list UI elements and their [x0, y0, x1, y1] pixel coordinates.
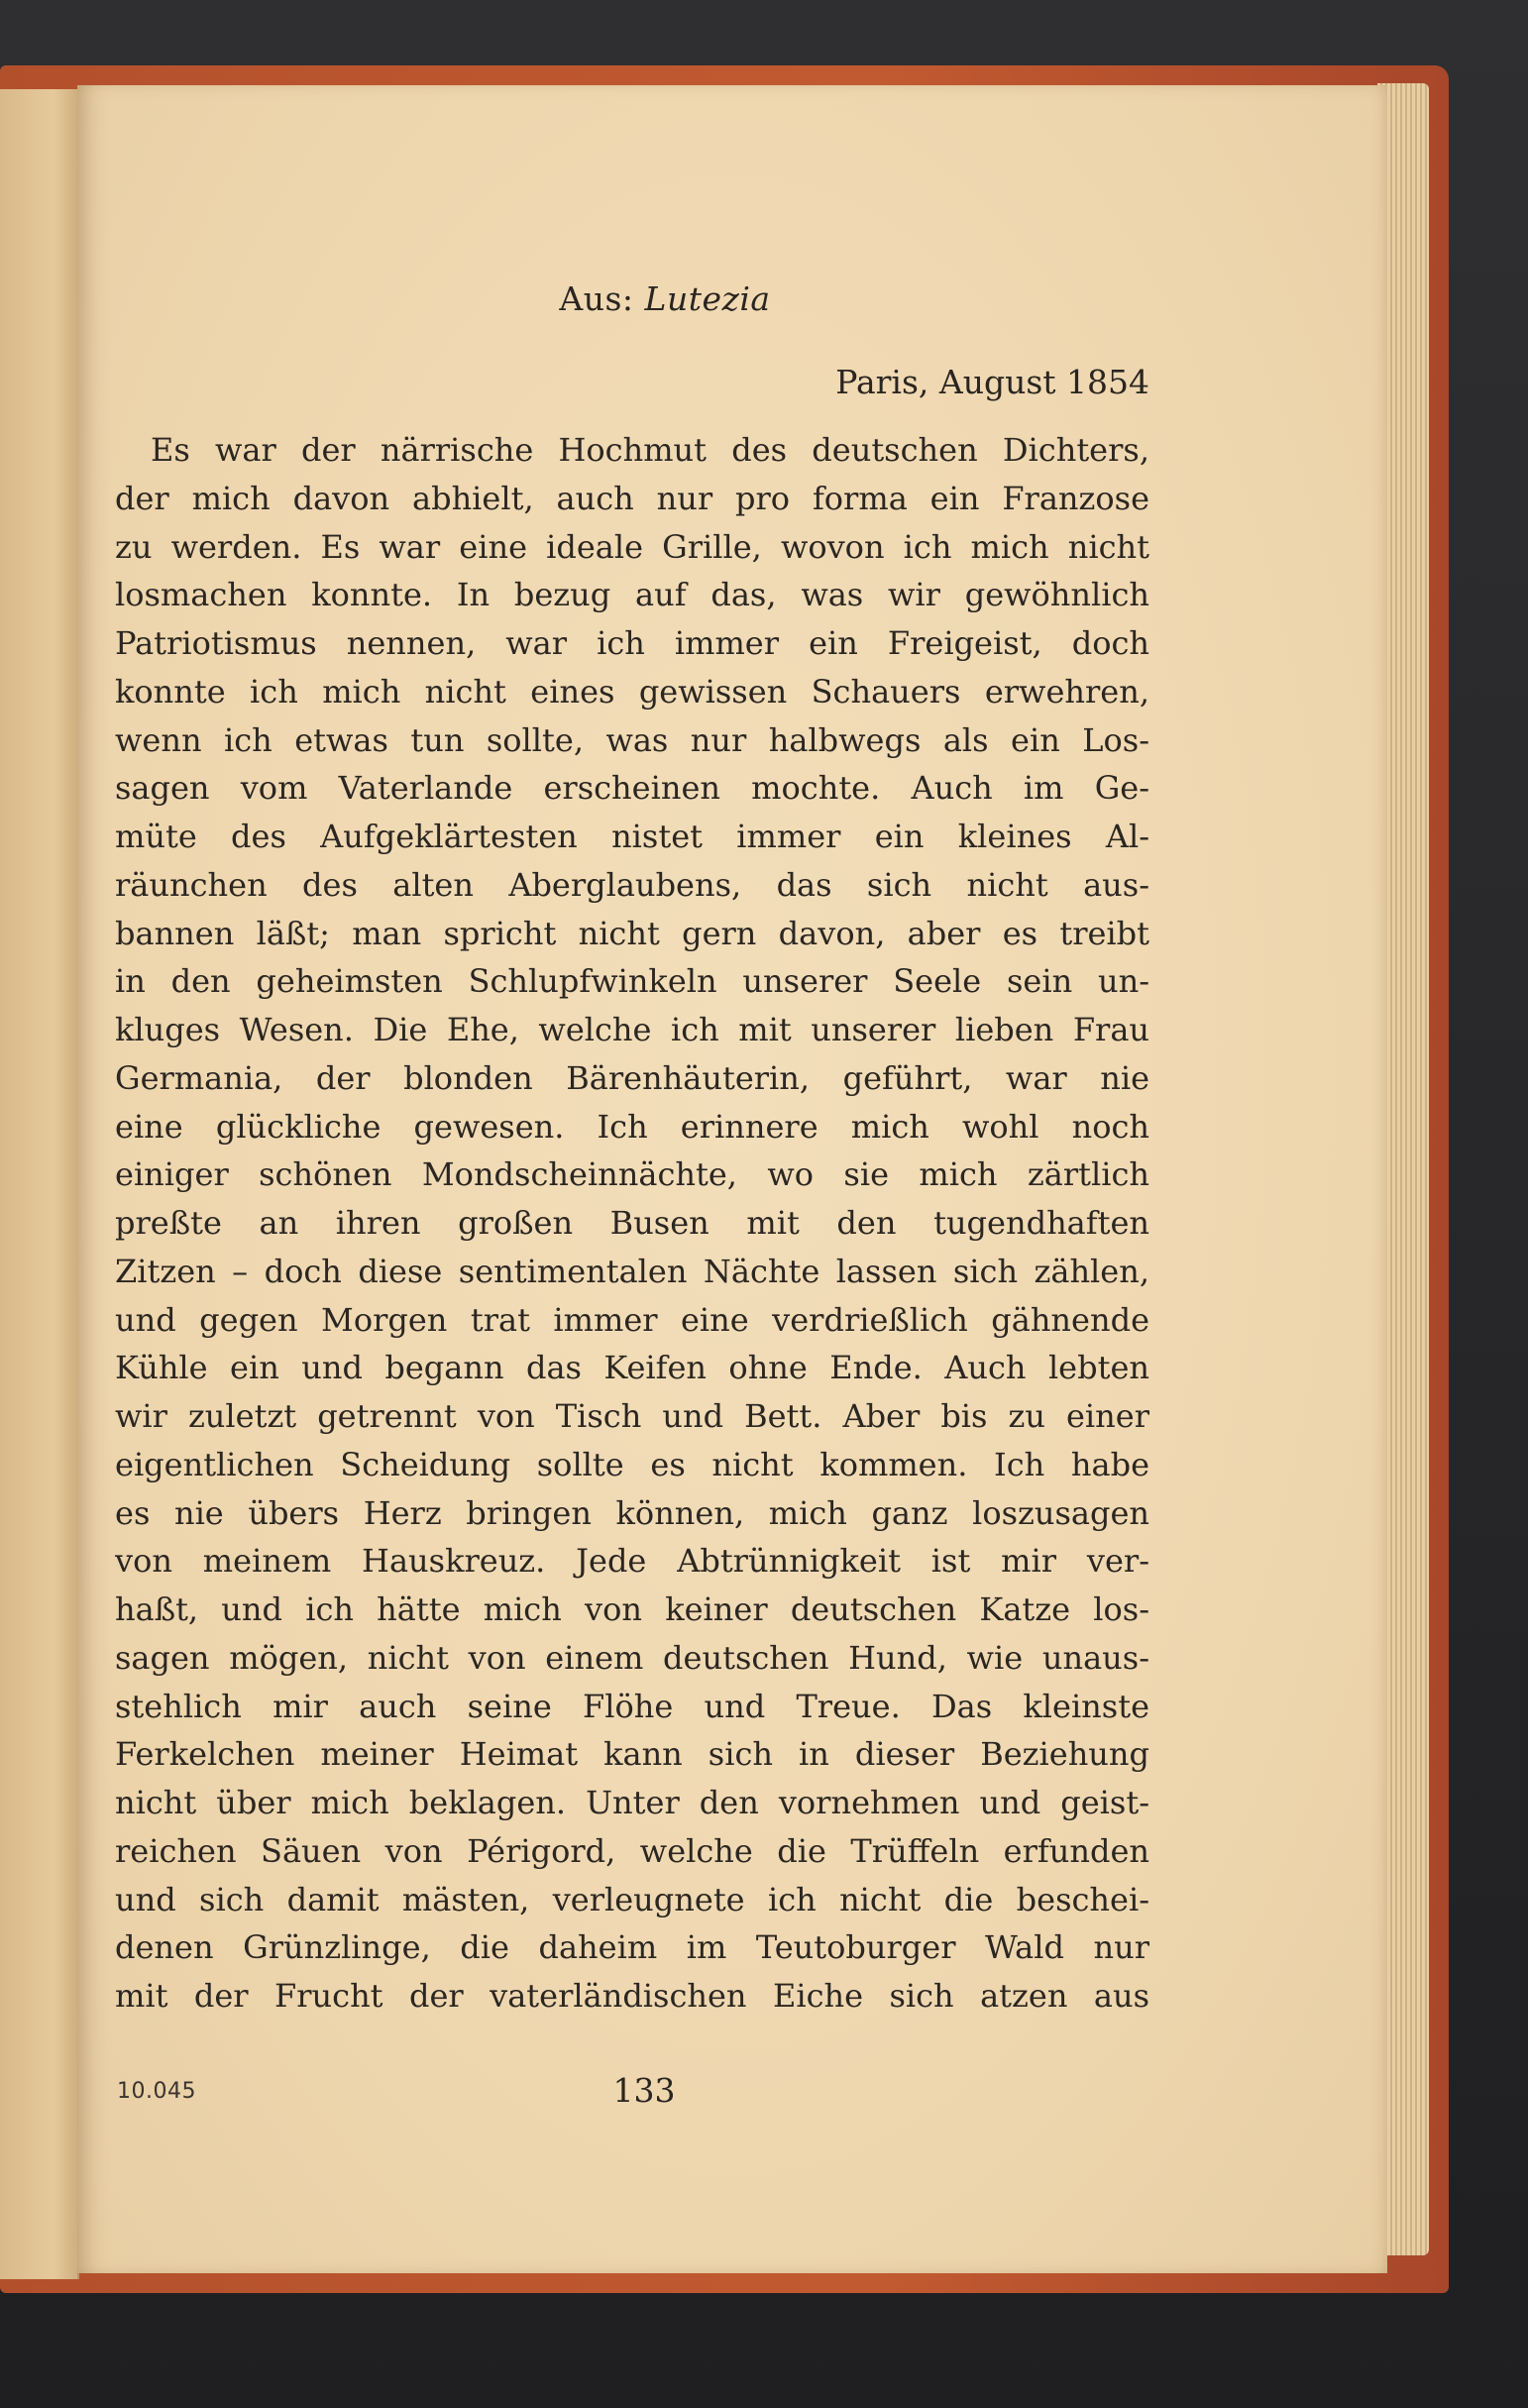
text-line: nicht über mich beklagen. Unter den vornehmen und geist-	[115, 1784, 1149, 1821]
body-text	[115, 426, 1149, 2021]
text-line: haßt, und ich hätte mich von keiner deutschen Katze los-	[115, 1590, 1149, 1628]
heading-title: Lutezia	[644, 279, 771, 318]
text-line: preßte an ihren großen Busen mit den tugendhaften	[115, 1204, 1149, 1242]
text-line: und sich damit mästen, verleugnete ich nicht die beschei-	[115, 1880, 1149, 1918]
text-line: Kühle ein und begann das Keifen ohne Ende. Auch lebten	[115, 1349, 1149, 1387]
dateline: Paris, August 1854	[835, 363, 1149, 401]
text-line: Patriotismus nennen, war ich immer ein Freigeist, doch	[115, 624, 1149, 662]
text-line: zu werden. Es war eine ideale Grille, wovon ich mich nicht	[115, 527, 1149, 566]
left-page-edge	[0, 89, 79, 2279]
text-line: sagen vom Vaterlande erscheinen mochte. Auch im Ge-	[115, 769, 1149, 808]
text-line: müte des Aufgeklärtesten nistet immer ein kleines Al-	[115, 818, 1149, 855]
text-line: in den geheimsten Schlupfwinkeln unserer Seele sein un-	[115, 962, 1149, 1001]
text-line: sagen mögen, nicht von einem deutschen Hund, wie unaus-	[115, 1638, 1149, 1677]
text-line: denen Grünzlinge, die daheim im Teutoburger Wald nur	[115, 1928, 1149, 1967]
text-line: Es war der närrische Hochmut des deutschen Dichters,	[151, 431, 1149, 469]
text-line: Zitzen – doch diese sentimentalen Nächte lassen sich zählen,	[115, 1252, 1149, 1290]
text-line: räunchen des alten Aberglaubens, das sich nicht aus-	[115, 865, 1149, 904]
text-line: es nie übers Herz bringen können, mich ganz loszusagen	[115, 1493, 1149, 1532]
text-line: wenn ich etwas tun sollte, was nur halbwegs als ein Los-	[115, 720, 1149, 759]
text-line: der mich davon abhielt, auch nur pro forma ein Franzose	[115, 479, 1149, 517]
text-line: und gegen Morgen trat immer eine verdrießlich gähnende	[115, 1300, 1149, 1339]
page-number: 133	[612, 2071, 676, 2110]
text-line: eigentlichen Scheidung sollte es nicht kommen. Ich habe	[115, 1445, 1149, 1483]
text-line: losmachen konnte. In bezug auf das, was wir gewöhnlich	[115, 576, 1149, 614]
text-line: mit der Frucht der vaterländischen Eiche sich atzen aus	[115, 1977, 1149, 2015]
section-heading	[0, 279, 1330, 318]
text-line: einiger schönen Mondscheinnächte, wo sie mich zärtlich	[115, 1155, 1149, 1194]
text-line: reichen Säuen von Périgord, welche die Trüffeln erfunden	[115, 1831, 1149, 1870]
text-line: kluges Wesen. Die Ehe, welche ich mit unserer lieben Frau	[115, 1011, 1149, 1048]
printer-signature: 10.045	[117, 2079, 196, 2104]
text-line: eine glückliche gewesen. Ich erinnere mich wohl noch	[115, 1107, 1149, 1146]
text-line: Germania, der blonden Bärenhäuterin, geführt, war nie	[115, 1058, 1149, 1097]
heading-prefix: Aus:	[559, 279, 645, 318]
text-line: konnte ich mich nicht eines gewissen Schauers erwehren,	[115, 672, 1149, 711]
text-line: von meinem Hauskreuz. Jede Abtrünnigkeit ist mir ver-	[115, 1542, 1149, 1581]
text-line: bannen läßt; man spricht nicht gern davon, aber es treibt	[115, 914, 1149, 952]
text-line: wir zuletzt getrennt von Tisch und Bett. Aber bis zu einer	[115, 1397, 1149, 1435]
text-line: stehlich mir auch seine Flöhe und Treue. Das kleinste	[115, 1687, 1149, 1725]
text-line: Ferkelchen meiner Heimat kann sich in dieser Beziehung	[115, 1735, 1149, 1774]
